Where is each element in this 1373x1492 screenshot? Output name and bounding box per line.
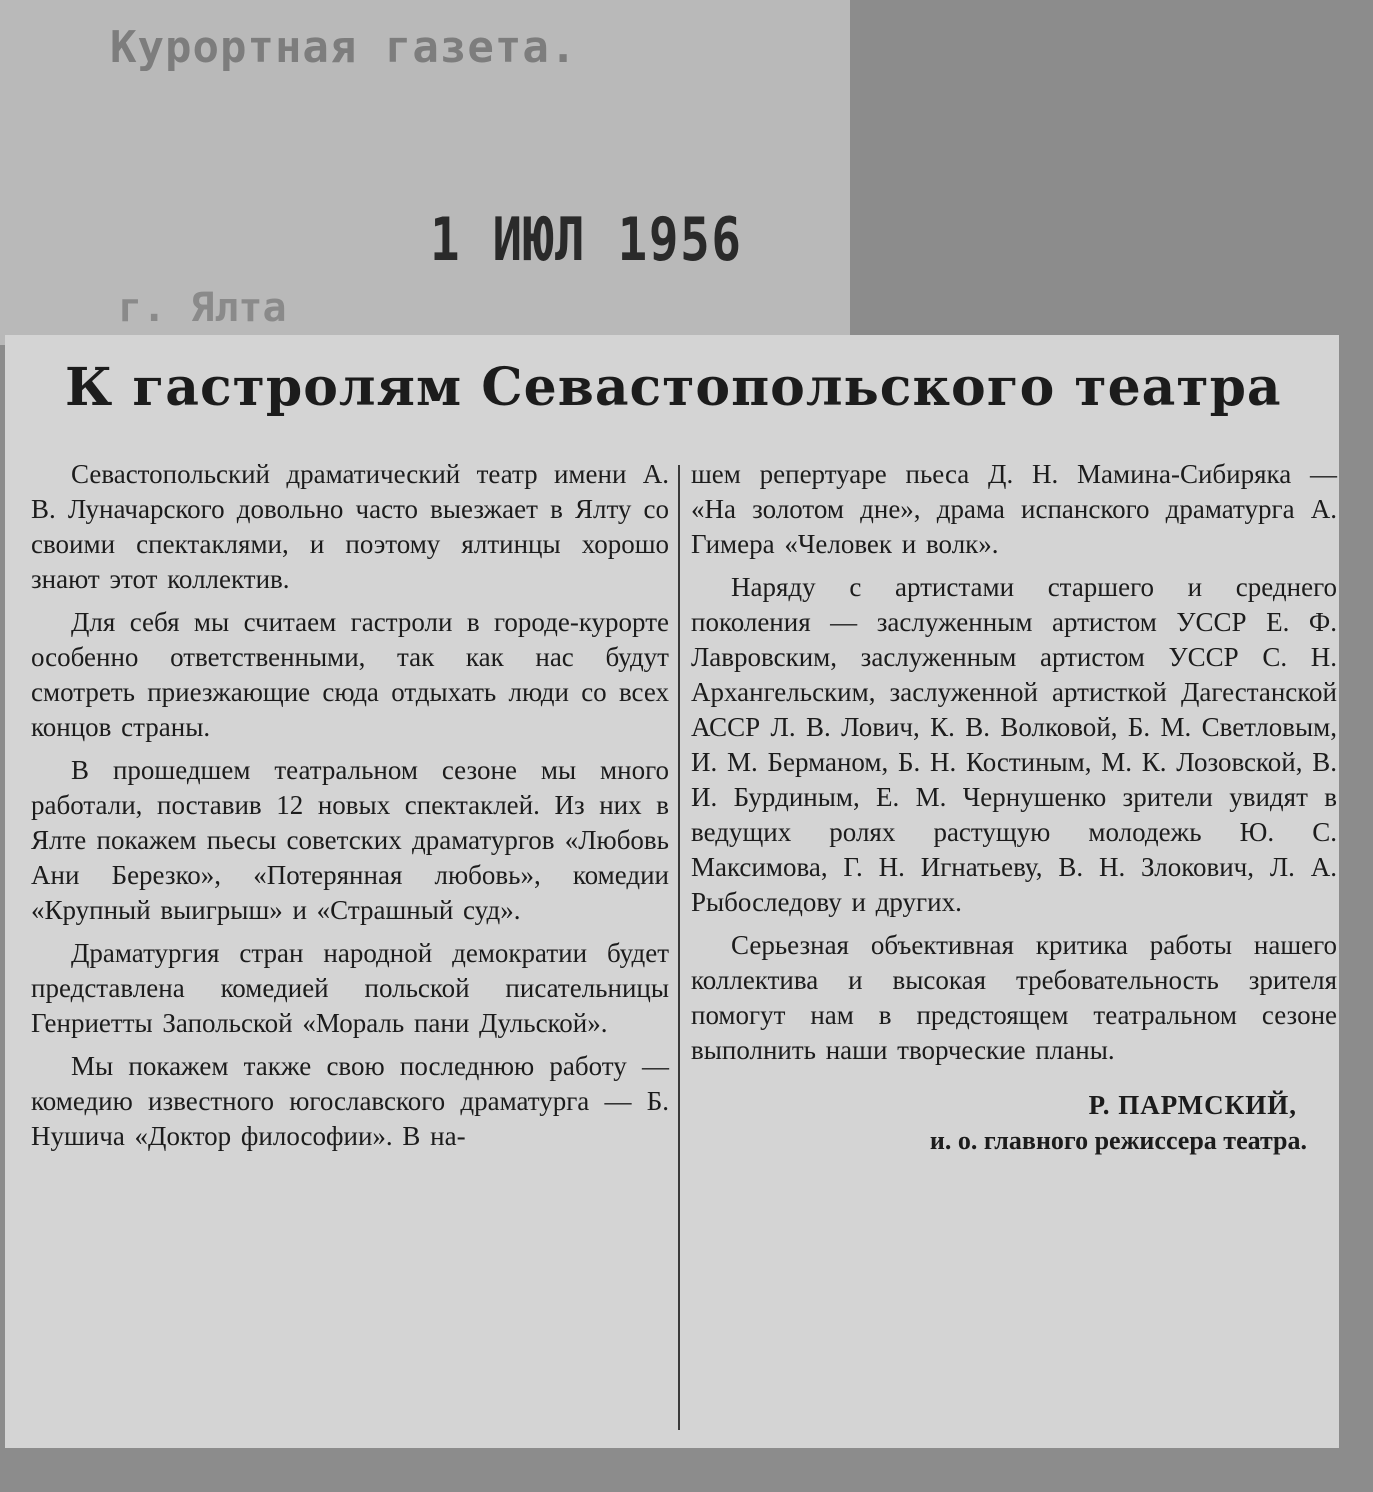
article-paragraph: Для себя мы считаем гастроли в городе-курорте особенно ответственными, так как нас будут смотреть приезжающие сюда отдыхать люди со всех концов страны. [31,607,669,742]
newspaper-clipping [5,335,1339,1448]
newspaper-name-stamp: Курортная газета. [110,22,578,73]
author-name: Р. ПАРМСКИЙ, [1088,1090,1297,1120]
article-paragraph: Мы покажем также свою последнюю работу — комедию известного югославского драматурга — Б. Нушича «Доктор философии». В на- [31,1051,669,1151]
article-paragraph: В прошедшем театральном сезоне мы много работали, поставив 12 новых спектаклей. Из них в Ялте покажем пьесы советских драматургов «Любовь Ани Березко», «Потерянная любовь», комедии «Крупный выигрыш» и «Страшный суд». [31,755,669,925]
author-role: и. о. главного режиссера театра. [929,1126,1307,1155]
article-paragraph: Серьезная объективная критика работы нашего коллектива и высокая требовательность зрителя помогут нам в предстоящем театральном сезоне выполнить наши творческие планы. [691,930,1337,1065]
archive-backing-sheet [0,0,850,345]
article-left-column [31,457,669,1162]
article-right-column [691,457,1337,1158]
article-paragraph: шем репертуаре пьеса Д. Н. Мамина-Сибиряка — «На золотом дне», драма испанского драматурга А. Гимера «Человек и волк». [691,459,1337,559]
column-divider [678,465,680,1430]
article-headline: К гастролям Севастопольского театра [65,357,1282,418]
city-stamp: г. Ялта [118,285,287,331]
article-paragraph: Драматургия стран народной демократии будет представлена комедией польской писательницы Генриетты Запольской «Мораль пани Дульской». [31,938,669,1038]
date-stamp: 1 ИЮЛ 1956 [430,205,743,275]
article-paragraph: Наряду с артистами старшего и среднего поколения — заслуженным артистом УССР Е. Ф. Лавровским, заслуженным артистом УССР С. Н. Архангельским, заслуженной артисткой Дагестанской АССР Л. В. Лович, К. В. Волковой, Б. М. Светловым, И. М. Берманом, Б. Н. Костиным, М. К. Лозовской, В. И. Бурдиным, Е. М. Чернушенко зрители увидят в ведущих ролях растущую молодежь Ю. С. Максимова, Г. Н. Игнатьеву, В. Н. Злокович, Л. А. Рыбоследову и других. [691,572,1337,917]
article-paragraph: Севастопольский драматический театр имени А. В. Луначарского довольно часто выезжает в Ялту со своими спектаклями, и поэтому ялтинцы хорошо знают этот коллектив. [31,459,669,594]
